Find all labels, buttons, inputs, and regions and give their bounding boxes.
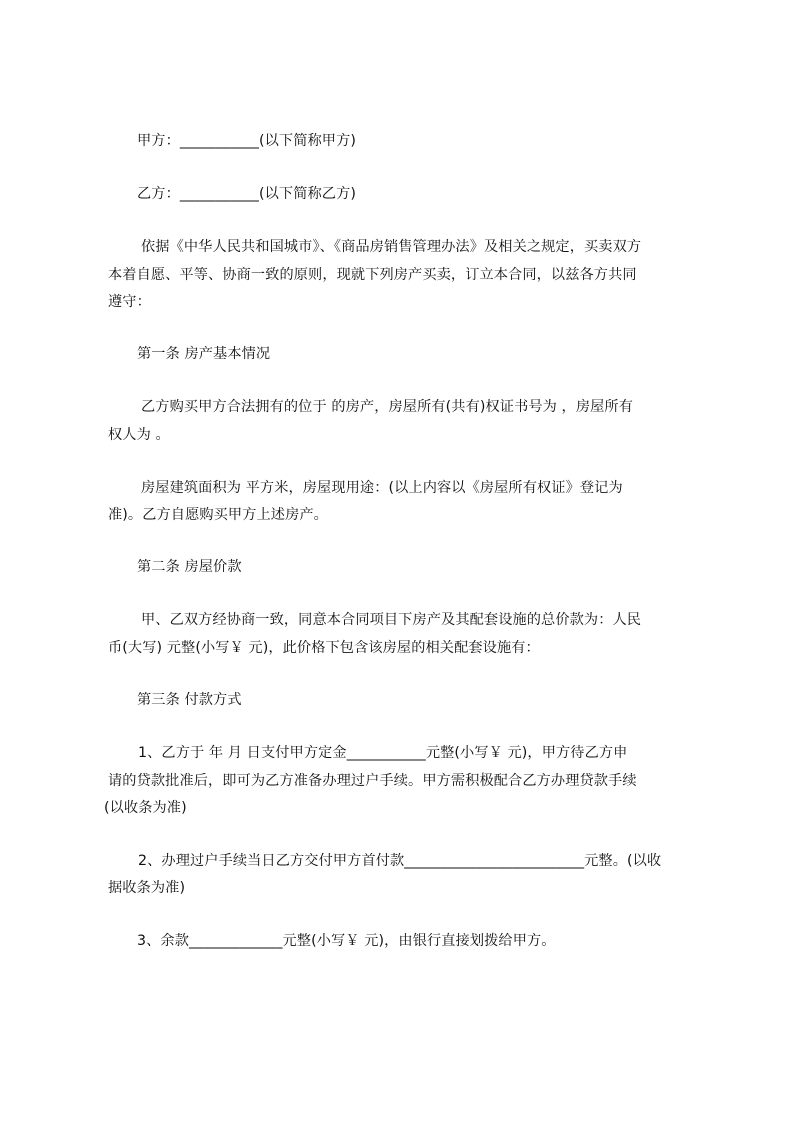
preamble-line: 遵守： [108, 294, 151, 310]
party-b-text: 乙方：___________(以下简称乙方) [137, 186, 356, 202]
article-3-line: 3、余款_____________元整(小写￥ 元)，由银行直接划拨给甲方。 [137, 933, 556, 949]
article-3-line: 请的贷款批准后，即可为乙方准备办理过户手续。甲方需积极配合乙方办理贷款手续 [108, 773, 637, 789]
preamble-line: 本着自愿、平等、协商一致的原则，现就下列房产买卖，订立本合同，以兹各方共同 [108, 267, 637, 283]
article-1-title: 第一条 房产基本情况 [137, 346, 271, 362]
party-a-text: 甲方：___________(以下简称甲方) [137, 133, 356, 149]
article-1-line: 准)。乙方自愿购买甲方上述房产。 [108, 507, 328, 523]
article-3-title: 第三条 付款方式 [137, 692, 242, 708]
article-3-line: 1、乙方于 年 月 日支付甲方定金___________元整(小写￥ 元)，甲方待乙方申 [138, 745, 628, 761]
article-1-line: 权人为 。 [108, 427, 170, 443]
article-1-line: 房屋建筑面积为 平方米，房屋现用途：(以上内容以《房屋所有权证》登记为 [141, 480, 623, 496]
article-1-line: 乙方购买甲方合法拥有的位于 的房产，房屋所有(共有)权证书号为 ，房屋所有 [141, 399, 633, 415]
article-3-line: (以收条为准) [104, 800, 187, 816]
article-3-line: 据收条为准) [108, 880, 186, 896]
preamble-line: 依据《中华人民共和国城市》、《商品房销售管理办法》及相关之规定，买卖双方 [141, 239, 642, 255]
article-2-line: 币(大写) 元整(小写￥ 元)，此价格下包含该房屋的相关配套设施有： [108, 640, 540, 656]
article-2-title: 第二条 房屋价款 [137, 559, 242, 575]
article-3-line: 2、办理过户手续当日乙方交付甲方首付款_________________________元整。(以收 [138, 853, 662, 869]
article-2-line: 甲、乙双方经协商一致，同意本合同项目下房产及其配套设施的总价款为：人民 [141, 612, 642, 628]
